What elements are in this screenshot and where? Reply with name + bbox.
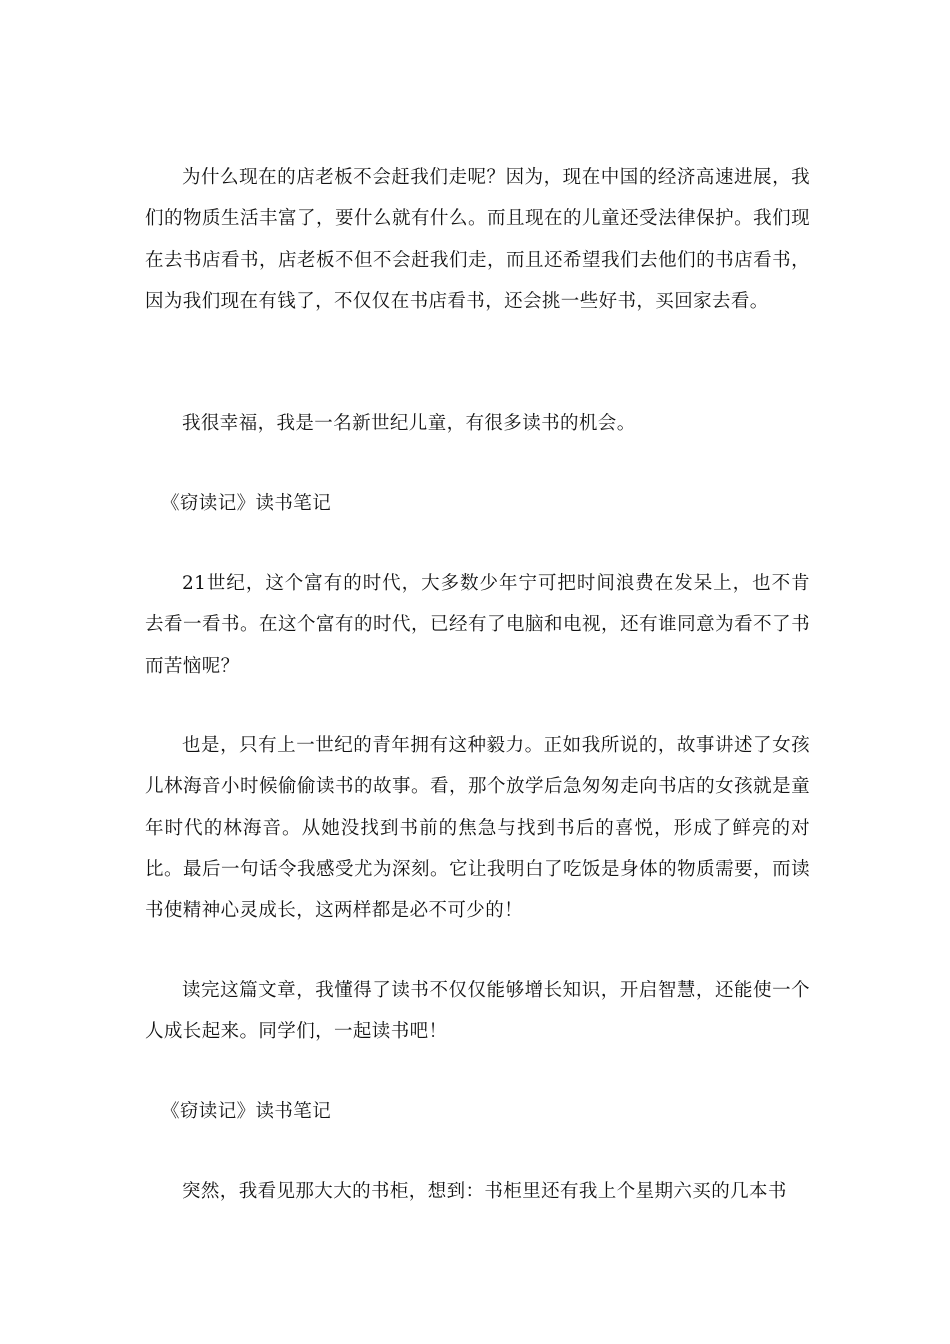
paragraph-21st-century: 21世纪，这个富有的时代，大多数少年宁可把时间浪费在发呆上，也不肯去看一看书。在这个富有的时代，已经有了电脑和电视，还有谁同意为看不了书而苦恼呢？	[145, 573, 810, 677]
paragraph-lin-haiyin-story: 也是，只有上一世纪的青年拥有这种毅力。正如我所说的，故事讲述了女孩儿林海音小时候偷偷读书的故事。看，那个放学后急匆匆走向书店的女孩就是童年时代的林海音。从她没找到书前的焦急与找到书后的喜悦，形成了鲜亮的对比。最后一句话令我感受尤为深刻。它让我明白了吃饭是身体的物质需要，而读书使精神心灵成长，这两样都是必不可少的！	[145, 735, 810, 922]
paragraph-happiness: 我很幸福，我是一名新世纪儿童，有很多读书的机会。	[182, 413, 636, 434]
paragraph-bookshelf: 突然，我看见那大大的书柜，想到：书柜里还有我上个星期六买的几本书	[182, 1181, 787, 1202]
paragraph-bookstore-owner: 为什么现在的店老板不会赶我们走呢？因为，现在中国的经济高速进展，我们的物质生活丰富了，要什么就有什么。而且现在的儿童还受法律保护。我们现在去书店看书，店老板不但不会赶我们走，而且还希望我们去他们的书店看书，因为我们现在有钱了，不仅仅在书店看书，还会挑一些好书，买回家去看。	[145, 167, 810, 312]
section-title: 《窃读记》读书笔记	[161, 1101, 332, 1122]
section-title: 《窃读记》读书笔记	[161, 493, 332, 514]
paragraph-conclusion: 读完这篇文章，我懂得了读书不仅仅能够增长知识，开启智慧，还能使一个人成长起来。同学们，一起读书吧！	[145, 980, 810, 1043]
